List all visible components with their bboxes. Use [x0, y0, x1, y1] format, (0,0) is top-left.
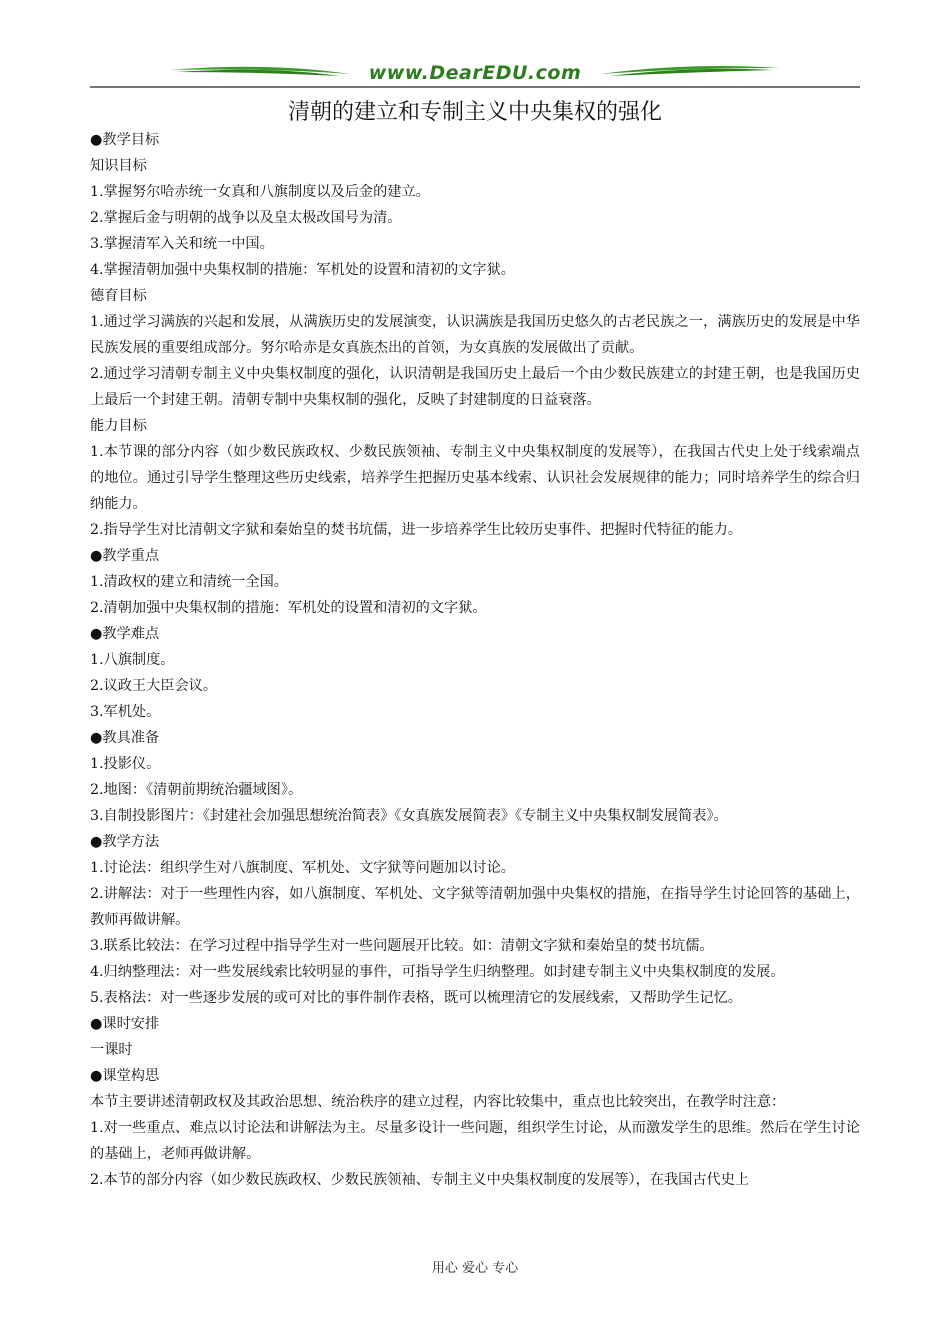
body-line: ●教学难点 — [90, 626, 160, 642]
document-body — [90, 127, 860, 1193]
body-line: 4.掌握清朝加强中央集权制的措施：军机处的设置和清初的文字狱。 — [90, 262, 515, 278]
body-line: 2.指导学生对比清朝文字狱和秦始皇的焚书坑儒，进一步培养学生比较历史事件、把握时代特征的能力。 — [90, 522, 742, 538]
body-line: ●课时安排 — [90, 1016, 160, 1032]
body-paragraph: 2.通过学习清朝专制主义中央集权制度的强化，认识清朝是我国历史上最后一个由少数民族建立的封建王朝，也是我国历史上最后一个封建王朝。清朝专制中央集权制的强化，反映了封建制度的日益衰落。 — [90, 366, 860, 408]
body-line: 1.清政权的建立和清统一全国。 — [90, 574, 288, 590]
body-line: ●教学目标 — [90, 132, 160, 148]
body-line: ●课堂构思 — [90, 1068, 160, 1084]
body-line: 能力目标 — [90, 418, 147, 434]
body-line: 2.本节的部分内容（如少数民族政权、少数民族领袖、专制主义中央集权制度的发展等），在我国古代史上 — [90, 1172, 750, 1188]
body-line: 3.联系比较法：在学习过程中指导学生对一些问题展开比较。如：清朝文字狱和秦始皇的焚书坑儒。 — [90, 938, 714, 954]
site-url: www.DearEDU.com — [368, 62, 582, 84]
body-line: 1.讨论法：组织学生对八旗制度、军机处、文字狱等问题加以讨论。 — [90, 860, 515, 876]
body-line: 一课时 — [90, 1042, 133, 1058]
body-line: 2.地图：《清朝前期统治疆域图》。 — [90, 782, 303, 798]
body-line: 德育目标 — [90, 288, 147, 304]
body-line: 3.自制投影图片：《封建社会加强思想统治简表》《女真族发展简表》《专制主义中央集权制发展简表》。 — [90, 808, 728, 824]
page-title: 清朝的建立和专制主义中央集权的强化 — [287, 100, 662, 125]
body-paragraph: 本节主要讲述清朝政权及其政治思想、统治秩序的建立过程，内容比较集中，重点也比较突出，在教学时注意： — [90, 1094, 786, 1110]
body-line: 2.掌握后金与明朝的战争以及皇太极改国号为清。 — [90, 210, 402, 226]
body-paragraph: 1.通过学习满族的兴起和发展，从满族历史的发展演变，认识满族是我国历史悠久的古老民族之一，满族历史的发展是中华民族发展的重要组成部分。努尔哈赤是女真族杰出的首领，为女真族的发展做出了贡献。 — [90, 314, 860, 356]
body-line: 5.表格法：对一些逐步发展的或可对比的事件制作表格，既可以梳理清它的发展线索，又帮助学生记忆。 — [90, 990, 742, 1006]
body-line: ●教学方法 — [90, 834, 160, 850]
body-line: ●教学重点 — [90, 548, 160, 564]
body-line: ●教具准备 — [90, 730, 160, 746]
page-footer: 用心 爱心 专心 — [431, 1261, 519, 1276]
body-line: 知识目标 — [90, 158, 147, 174]
body-line: 2.议政王大臣会议。 — [90, 678, 218, 694]
body-paragraph: 2.讲解法：对于一些理性内容，如八旗制度、军机处、文字狱等清朝加强中央集权的措施，在指导学生讨论回答的基础上，教师再做讲解。 — [90, 886, 860, 928]
body-paragraph: 1.对一些重点、难点以讨论法和讲解法为主。尽量多设计一些问题，组织学生讨论，从而激发学生的思维。然后在学生讨论的基础上，老师再做讲解。 — [90, 1120, 860, 1162]
body-line: 3.掌握清军入关和统一中国。 — [90, 236, 274, 252]
body-line: 1.八旗制度。 — [90, 652, 175, 668]
site-header-banner — [90, 58, 860, 90]
body-paragraph: 4.归纳整理法：对一些发展线索比较明显的事件，可指导学生归纳整理。如封建专制主义中央集权制度的发展。 — [90, 964, 785, 980]
body-line: 1.投影仪。 — [90, 756, 161, 772]
body-line: 1.掌握努尔哈赤统一女真和八旗制度以及后金的建立。 — [90, 184, 430, 200]
body-line: 3.军机处。 — [90, 704, 161, 720]
body-paragraph: 1.本节课的部分内容（如少数民族政权、少数民族领袖、专制主义中央集权制度的发展等），在我国古代史上处于线索端点的地位。通过引导学生整理这些历史线索，培养学生把握历史基本线索、认识社会发展规律的能力；同时培养学生的综合归纳能力。 — [90, 444, 860, 512]
body-line: 2.清朝加强中央集权制的措施：军机处的设置和清初的文字狱。 — [90, 600, 487, 616]
